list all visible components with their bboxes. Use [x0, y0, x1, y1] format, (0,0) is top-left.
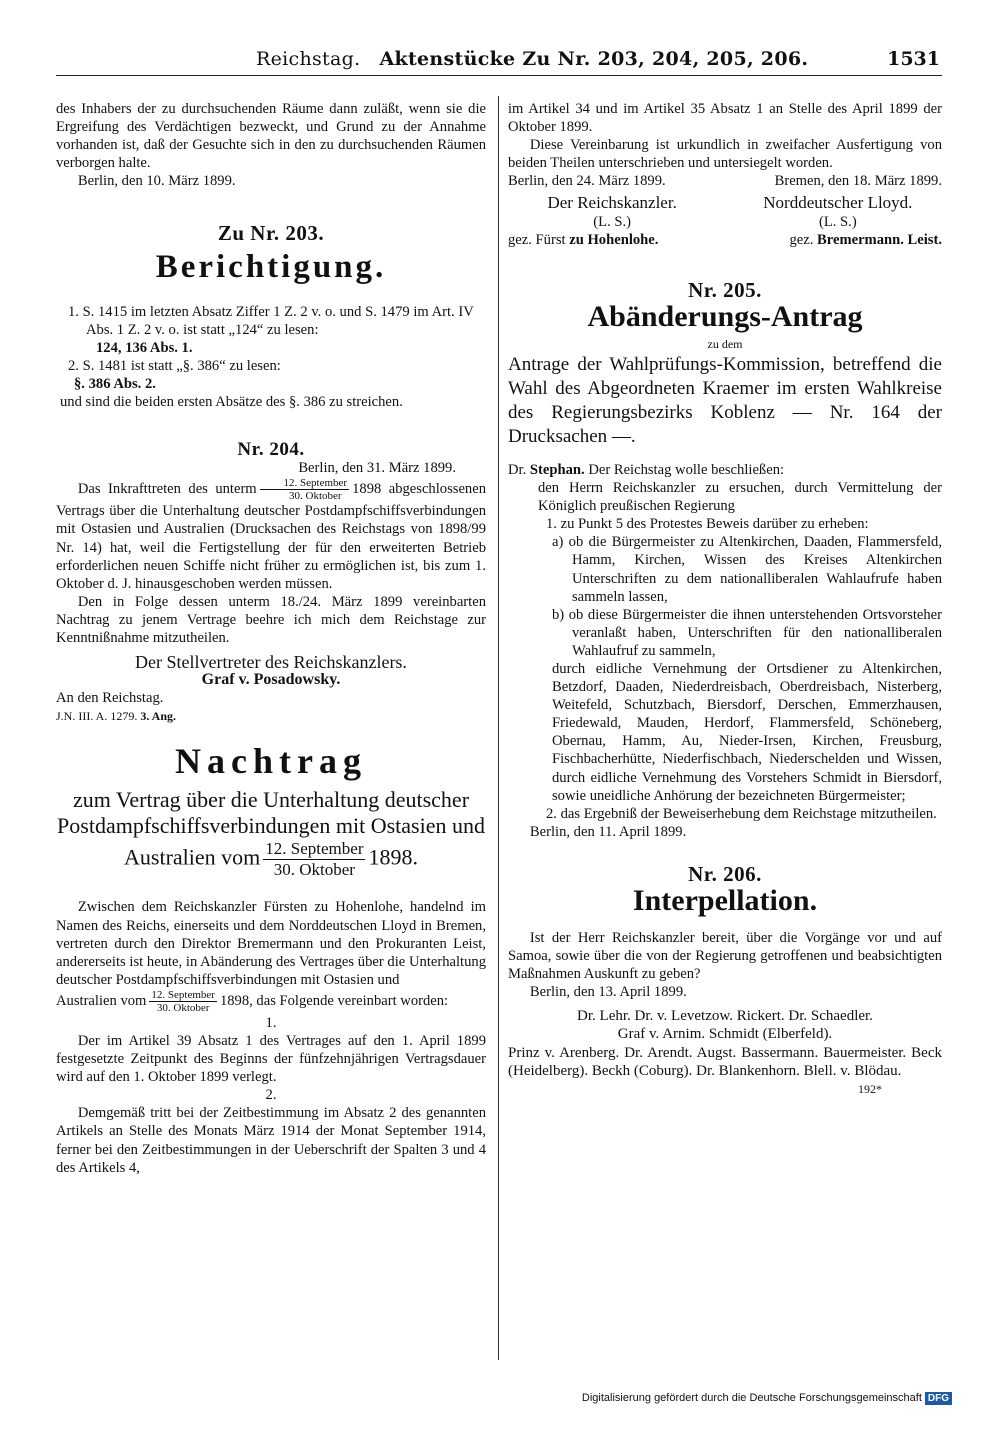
paragraph: Ist der Herr Reichskanzler bereit, über die Vorgänge vor und auf Samoa, sowie über die von der Regierung getroffenen und beabsichtigten Maßnahmen Auskunft zu geben? — [508, 930, 942, 983]
section-heading: Zu Nr. 203. — [217, 221, 325, 246]
section-title: Berichtigung. — [155, 248, 387, 285]
signatories: Dr. Lehr. Dr. v. Levetzow. Rickert. Dr. Schaedler. — [577, 1008, 873, 1025]
signatories: Graf v. Arnim. Schmidt (Elberfeld). — [617, 1026, 833, 1043]
header-title: Reichstag. Aktenstücke Zu Nr. 203, 204, 205, 206. — [256, 48, 809, 70]
signature-names: gez. Fürst zu Hohenlohe. gez. Bremermann. Leist. — [508, 231, 942, 248]
bold-correction: 124, 136 Abs. 1. — [96, 339, 193, 356]
date-line: Berlin, den 13. April 1899. — [529, 984, 687, 1001]
list-item: 2. das Ergebniß der Beweiserhebung dem Reichstage mitzutheilen. — [546, 805, 937, 822]
date-line: Berlin, den 11. April 1899. — [529, 823, 687, 840]
page-number: 1531 — [887, 48, 940, 70]
list-item: b) ob diese Bürgermeister die ihnen unterstehenden Ortsvorsteher veranlaßt haben, Unterschriften für den nationalliberalen Wahlaufruf zu sammeln, — [552, 606, 942, 659]
footer: Digitalisierung gefördert durch die Deutsche Forschungsgemeinschaft DFG — [582, 1392, 952, 1405]
paragraph: Demgemäß tritt bei der Zeitbestimmung im Absatz 2 des genannten Artikels an Stelle des Monats März 1914 der Monat September 1914, ferner bei den Zeitbestimmungen in der Ueberschrift der Spalten 3 und 4 des Artikels 4, — [56, 1105, 486, 1176]
paragraph: Den in Folge dessen unterm 18./24. März 1899 vereinbarten Nachtrag zu jenem Vertrage beehre ich mich dem Reichstage zur Kenntnißnahme mitzutheilen. — [56, 593, 486, 646]
section-title: Interpellation. — [632, 884, 818, 917]
signature-row: Der Reichskanzler. Norddeutscher Lloyd. — [547, 193, 913, 213]
list-item: 2. S. 1481 ist statt „§. 386“ zu lesen: — [68, 357, 281, 374]
reference-number: J.N. III. A. 1279. 3. Ang. — [56, 709, 177, 724]
date-fraction: $\frac{\text{12. September}}{\text{30. Oktober}}$ — [265, 839, 364, 880]
connector-line: zu dem — [707, 336, 743, 351]
dfg-logo: DFG — [925, 1392, 952, 1405]
paragraph: Australien vom $\frac{\text{12. September}}{\text{30. Oktober}}$ 1898, das Folgende vereinbart worden: — [56, 988, 449, 1014]
paragraph: Zwischen dem Reichskanzler Fürsten zu Hohenlohe, handelnd im Namen des Reichs, einerseits und dem Norddeutschen Lloyd in Bremen, vertreten durch den Direktor Bremermann und den Prokuranten Leist, andererseits ist heute, in Abänderung des Vertrages über die Unterhaltung deutscher Postdampfschiffsverbindungen mit Ostasien und — [56, 899, 486, 988]
article-number: 2. — [265, 1087, 277, 1104]
section-title: Abänderungs-Antrag — [587, 299, 863, 333]
date-fraction: $\frac{\text{12. September}}{\text{30. Oktober}}$ — [260, 477, 349, 502]
page-header — [56, 48, 942, 76]
address-line: An den Reichstag. — [56, 690, 164, 707]
article-number: 1. — [265, 1014, 277, 1031]
section-heading: Nr. 204. — [237, 439, 305, 461]
signature-name: Graf v. Posadowsky. — [201, 671, 341, 689]
signature-mark: 192* — [858, 1081, 882, 1096]
seal-row: (L. S.) (L. S.) — [593, 213, 857, 230]
signature-title: Der Stellvertreter des Reichskanzlers. — [135, 652, 407, 673]
paragraph: des Inhabers der zu durchsuchenden Räume dann zuläßt, wenn sie die Ergreifung des Verdächtigen bezweckt, und Grund zu der Annahme vorhanden ist, daß der Gesuchte sich in den zu durchsuchenden Räumen verborgen halte. — [56, 101, 486, 172]
signatories: Prinz v. Arenberg. Dr. Arendt. Augst. Bassermann. Bauermeister. Beck (Heidelberg). Beckh (Coburg). Dr. Blankenhorn. Blell. v. Blödau. — [508, 1044, 942, 1079]
section-title: Nachtrag — [175, 741, 367, 782]
section-subtitle: Antrage der Wahlprüfungs-Kommission, betreffend die Wahl des Abgeordneten Kraemer im ersten Wahlkreise des Regierungsbezirks Koblenz — Nr. 164 der Drucksachen —. — [508, 353, 942, 447]
date-line: Berlin, den 31. März 1899. — [298, 460, 456, 477]
date-fraction: $\frac{\text{12. September}}{\text{30. Oktober}}$ — [151, 988, 215, 1014]
column-divider — [498, 96, 499, 1360]
paragraph: und sind die beiden ersten Absätze des §. 386 zu streichen. — [60, 394, 403, 411]
list-item: 1. S. 1415 im letzten Absatz Ziffer 1 Z. 2 v. o. und S. 1479 im Art. IV Abs. 1 Z. 2 v. o. ist statt „124“ zu lesen: — [68, 303, 474, 338]
list-item: 1. zu Punkt 5 des Protestes Beweis darüber zu erheben: — [546, 516, 869, 533]
right-column — [508, 100, 942, 1098]
list-item: a) ob die Bürgermeister zu Altenkirchen, Daaden, Flammersfeld, Hamm, Kirchen, Wissen des Kreises Altenkirchen Unterschriften zu dem nationalliberalen Wahlaufrufe haben sammeln lassen, — [552, 534, 942, 605]
bold-correction: §. 386 Abs. 2. — [74, 375, 156, 392]
paragraph: Der im Artikel 39 Absatz 1 des Vertrages auf den 1. April 1899 festgesetzte Zeitpunkt des Beginns der fünfzehnjährigen Vertragsdauer wird auf den 1. Oktober 1899 verlegt. — [56, 1033, 486, 1086]
paragraph: im Artikel 34 und im Artikel 35 Absatz 1 an Stelle des April 1899 der Oktober 1899. — [508, 101, 942, 136]
left-column — [56, 100, 486, 1177]
section-subtitle: Australien vom $\frac{\text{12. September}}{\text{30. Oktober}}$ 1898. — [124, 839, 418, 880]
paragraph: durch eidliche Vernehmung der Ortsdiener zu Altenkirchen, Betzdorf, Daaden, Niederdreisbach, Oberdreisbach, Nisterberg, Weitefeld, Schutzbach, Biersdorf, Derschen, Emmerzhausen, Friedewald, Mauden, Herdorf, Flammersfeld, Schöneberg, Obernau, Hamm, Au, Nieder-Irsen, Kirchen, Freusburg, Fischbacherhütte, Niederfischbach, Niederschelden und Wissen, durch eidliche Vernehmung des Vorstehers Schmidt in Biersdorf, sowie uneidliche Anhörung der bezeichneten Bürgermeister; — [552, 660, 942, 804]
paragraph: Das Inkrafttreten des unterm $\frac{\text{12. September}}{\text{30. Oktober}}$ 1898 abgeschlossenen Vertrags über die Unterhaltung deutscher Postdampfschiffsverbindungen mit Ostasien und Australien (Drucksachen des Reichstags von 1898/99 Nr. 14) hat, weil die Fertigstellung der für den erweiterten Betrieb erforderlichen neuen Schiffe nicht früher zu ermöglichen ist, bis zum 1. Oktober d. J. hinausgeschoben werden müssen. — [56, 477, 486, 592]
paragraph: den Herrn Reichskanzler zu ersuchen, durch Vermittelung der Königlich preußischen Regierung — [538, 480, 942, 515]
paragraph: Dr. Stephan. Der Reichstag wolle beschließen: — [508, 461, 785, 478]
date-row: Berlin, den 24. März 1899. Bremen, den 18. März 1899. — [508, 173, 942, 190]
section-subtitle: zum Vertrag über die Unterhaltung deutscher Postdampfschiffsverbindungen mit Ostasien und — [57, 787, 485, 839]
paragraph: Diese Vereinbarung ist urkundlich in zweifacher Ausfertigung von beiden Theilen unterschrieben und untersiegelt worden. — [508, 137, 942, 172]
section-heading: Nr. 206. — [688, 861, 762, 886]
date-line: Berlin, den 10. März 1899. — [77, 173, 236, 190]
section-heading: Nr. 205. — [688, 277, 762, 302]
